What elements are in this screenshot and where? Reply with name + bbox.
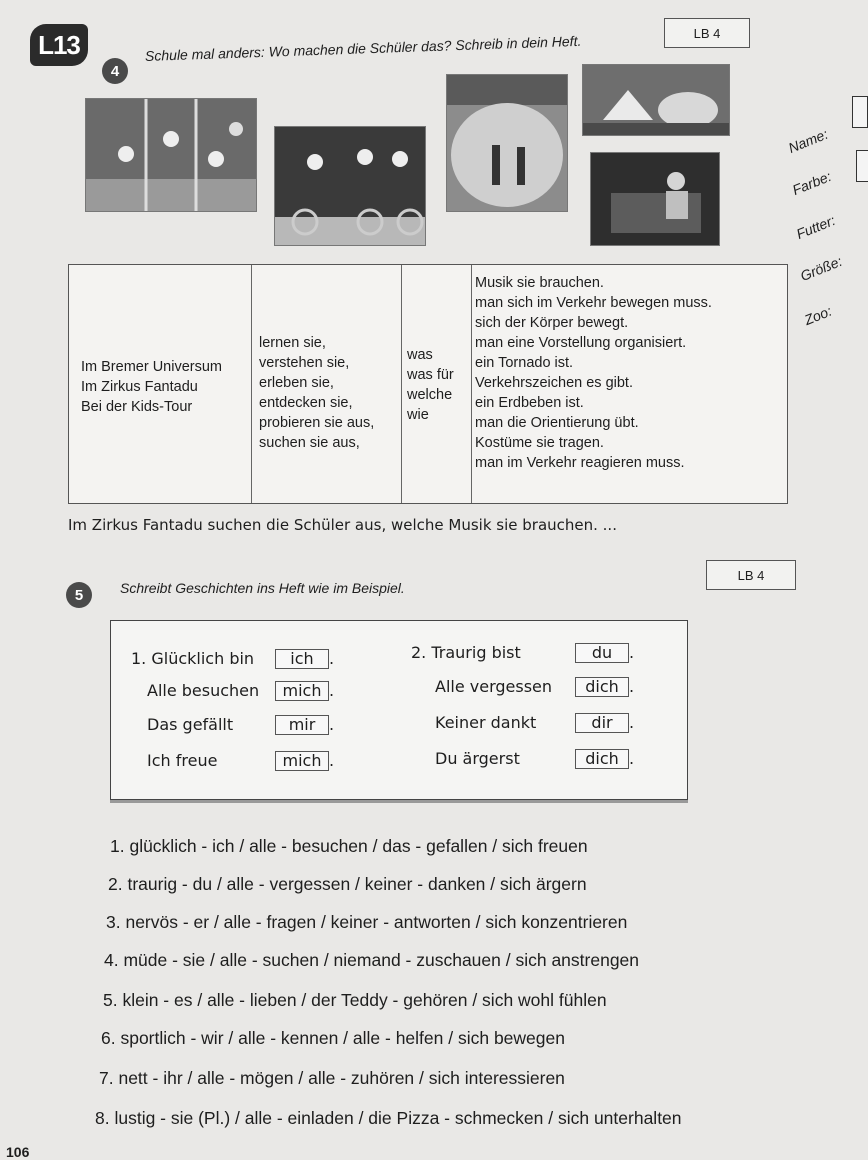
verb-item: suchen sie aus, [259,435,360,451]
lb-tag-top: LB 4 [664,18,750,48]
table-col-endings [475,273,712,473]
answer-box: dich [575,749,629,769]
story2-row [435,749,634,769]
ending-item: man im Verkehr reagieren muss. [475,455,685,471]
photo-circus-acrobats [85,98,257,212]
lesson-badge: L13 [30,24,88,66]
exercise-item: 5. klein - es / alle - lieben / der Teddy - gehören / sich wohl fühlen [103,990,607,1010]
sentence-table [68,264,788,504]
answer-box: mir [275,715,329,735]
lb-tag-mid: LB 4 [706,560,796,590]
place-item: Im Zirkus Fantadu [81,379,198,395]
side-label-zoo: Zoo: [802,302,834,328]
verb-item: lernen sie, [259,335,326,351]
task4-instruction: Schule mal anders: Wo machen die Schüler das? Schreib in dein Heft. [144,32,582,64]
story1-row [131,649,334,669]
exercise-item: 6. sportlich - wir / alle - kennen / alle - helfen / sich bewegen [101,1028,565,1048]
table-divider [471,265,472,503]
exercise-item: 4. müde - sie / alle - suchen / niemand - zuschauen / sich anstrengen [104,950,640,970]
place-item: Im Bremer Universum [81,359,222,375]
question-word: wie [407,407,429,423]
task4-example: Im Zirkus Fantadu suchen die Schüler aus, welche Musik sie brauchen. ... [68,516,617,534]
exercise-item: 3. nervös - er / alle - fragen / keiner - antworten / sich konzentrieren [106,912,628,932]
photo-tents [582,64,730,136]
answer-box: mich [275,681,329,701]
side-label-name: Name: [786,125,831,156]
answer-box: dir [575,713,629,733]
story-text: 1. Glücklich bin [131,649,255,668]
answer-box: du [575,643,629,663]
ending-item: man sich im Verkehr bewegen muss. [475,295,712,311]
exercise-item: 2. traurig - du / alle - vergessen / keiner - danken / sich ärgern [108,874,587,894]
story-end: . [329,751,335,770]
answer-box: mich [275,751,329,771]
ending-item: man eine Vorstellung organisiert. [475,335,687,351]
page-number: 106 [6,1144,30,1160]
ending-item: man die Orientierung übt. [475,415,639,431]
verb-item: entdecken sie, [259,395,353,411]
story-text: 2. Traurig bist [411,643,521,662]
photo-car-seat [590,152,720,246]
story1-row [147,751,334,771]
task5-instruction: Schreibt Geschichten ins Heft wie im Beispiel. [120,580,405,596]
question-word: was [407,347,433,363]
side-box [852,96,868,128]
exercise-item: 8. lustig - sie (Pl.) / alle - einladen / die Pizza - schmecken / sich unterhalten [95,1108,682,1128]
story-text: Keiner dankt [435,713,537,732]
photo-universum-globe [446,74,568,212]
story-end: . [629,749,635,768]
story2-row [435,677,634,697]
side-label-farbe: Farbe: [790,168,834,198]
question-word: welche [407,387,453,403]
photo-unicycles [274,126,426,246]
story-text: Alle vergessen [435,677,553,696]
ending-item: sich der Körper bewegt. [475,315,629,331]
verb-item: erleben sie, [259,375,334,391]
story-text: Alle besuchen [147,681,260,700]
story-end: . [329,681,335,700]
ending-item: ein Tornado ist. [475,355,574,371]
table-col-places [81,357,222,417]
ending-item: Verkehrszeichen es gibt. [475,375,633,391]
answer-box: dich [575,677,629,697]
table-divider [251,265,252,503]
verb-item: probieren sie aus, [259,415,375,431]
place-item: Bei der Kids-Tour [81,399,193,415]
answer-box: ich [275,649,329,669]
task-number-5: 5 [66,582,92,608]
side-label-futter: Futter: [794,212,838,242]
story-end: . [629,643,635,662]
story-end: . [629,677,635,696]
story2-row [435,713,634,733]
verb-item: verstehen sie, [259,355,350,371]
exercise-item: 1. glücklich - ich / alle - besuchen / das - gefallen / sich freuen [110,836,588,856]
ending-item: Kostüme sie tragen. [475,435,604,451]
story-end: . [329,715,335,734]
story1-row [147,681,334,701]
task-number-4: 4 [102,58,128,84]
question-word: was für [407,367,454,383]
example-story-frame [110,620,688,800]
story-text: Ich freue [147,751,218,770]
table-col-verbs [259,333,374,453]
story2-row [411,643,634,663]
table-col-questions [407,345,454,425]
exercise-item: 7. nett - ihr / alle - mögen / alle - zuhören / sich interessieren [99,1068,565,1088]
table-divider [401,265,402,503]
ending-item: Musik sie brauchen. [475,275,604,291]
story-text: Das gefällt [147,715,234,734]
story-text: Du ärgerst [435,749,520,768]
story-end: . [329,649,335,668]
side-label-groesse: Größe: [798,252,845,284]
story1-row [147,715,334,735]
ending-item: ein Erdbeben ist. [475,395,584,411]
side-box [856,150,868,182]
story-end: . [629,713,635,732]
